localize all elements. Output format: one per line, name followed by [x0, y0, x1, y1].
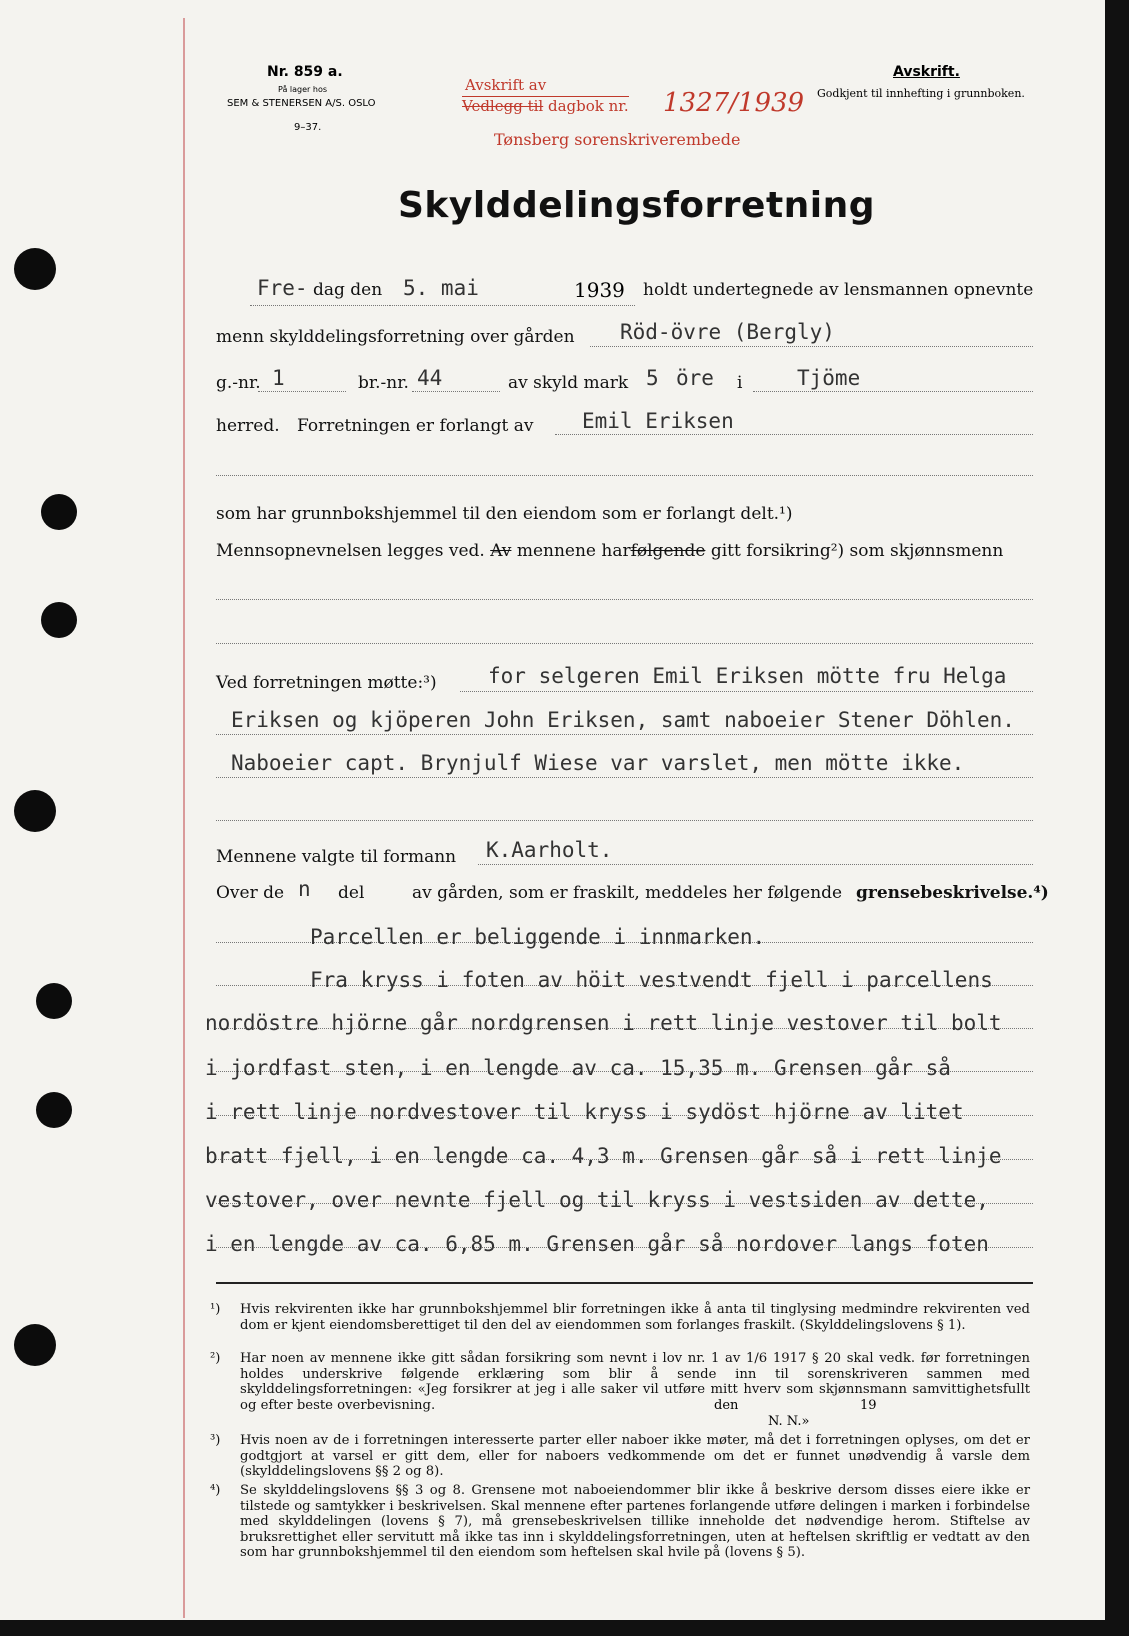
footnote-number: ¹) — [210, 1302, 221, 1317]
year-field: 1939 — [574, 278, 625, 302]
punch-hole — [14, 1324, 56, 1366]
footnote-number: ⁴) — [210, 1483, 221, 1498]
chair-label: Mennene valgte til formann — [216, 847, 457, 867]
boundary-intro: av gården, som er fraskilt, meddeles her følgende — [412, 883, 843, 903]
menn-line-struck-folgende: følgende — [630, 541, 706, 561]
municipality-field: Tjöme — [797, 366, 861, 390]
menn-line-a: Mennsopnevnelsen legges ved. — [216, 541, 485, 561]
farm-name-field: Röd-övre (Bergly) — [620, 320, 835, 344]
del-label: del — [338, 883, 365, 903]
punch-hole — [14, 248, 56, 290]
description-line: Fra kryss i foten av höit vestvendt fjell i parcellens — [310, 968, 993, 992]
footnote-number: ³) — [210, 1433, 221, 1448]
avskrift-note: Godkjent til innhefting i grunnboken. — [817, 87, 1025, 100]
attended-line3: Naboeier capt. Brynjulf Wiese var varslet, men mötte ikke. — [231, 751, 965, 775]
i-label: i — [737, 373, 743, 393]
footnote2-den: den — [714, 1398, 739, 1413]
herred-label: herred. — [216, 416, 280, 436]
menn-line — [216, 541, 1003, 561]
punch-hole — [36, 1092, 72, 1128]
print-date: 9–37. — [294, 122, 322, 133]
del-hand-field: n — [298, 877, 311, 901]
intro-tail: holdt undertegnede av lensmannen opnevnte — [643, 280, 1034, 300]
gnr-field: 1 — [272, 366, 285, 390]
skyld-label: av skyld mark — [508, 373, 629, 393]
punch-hole — [41, 494, 77, 530]
stamp-handwritten-number: 1327/1939 — [663, 88, 805, 118]
menn-line-b: mennene har — [516, 541, 631, 561]
bnr-field: 44 — [417, 366, 443, 390]
farm-label: menn skylddelingsforretning over gården — [216, 327, 575, 347]
publisher-line1: På lager hos — [278, 85, 327, 94]
attended-line2: Eriksen og kjöperen John Eriksen, samt naboeier Stener Döhlen. — [231, 708, 1015, 732]
menn-line-struck-av: Av — [490, 541, 512, 561]
description-line: i en lengde av ca. 6,85 m. Grensen går så nordover langs foten — [205, 1232, 989, 1256]
date-field: 5. mai — [403, 276, 479, 300]
punch-hole — [36, 983, 72, 1019]
punch-hole — [14, 790, 56, 832]
footnote-rule — [216, 1282, 1033, 1284]
description-line: i rett linje nordvestover til kryss i sydöst hjörne av litet — [205, 1100, 964, 1124]
footnote2-signature: N. N.» — [768, 1414, 810, 1429]
footnote-2 — [210, 1351, 1030, 1413]
skyld-mark-field: 5 — [646, 366, 659, 390]
chair-field: K.Aarholt. — [486, 838, 613, 862]
footnote2-year-prefix: 19 — [860, 1398, 877, 1413]
footnote-1 — [210, 1302, 1030, 1333]
gnr-label: g.-nr. — [216, 373, 261, 393]
hjemmel-line: som har grunnbokshjemmel til den eiendom som er forlangt delt.¹) — [216, 504, 793, 524]
form-number: Nr. 859 a. — [267, 64, 343, 80]
avskrift-title: Avskrift. — [893, 64, 960, 80]
dag-den-label: dag den — [313, 280, 383, 300]
punch-hole — [41, 602, 77, 638]
attended-line1: for selgeren Emil Eriksen mötte fru Helga — [488, 664, 1007, 688]
red-margin-line — [183, 18, 185, 1618]
description-line: i jordfast sten, i en lengde av ca. 15,35 m. Grensen går så — [205, 1056, 951, 1080]
publisher-line2: SEM & STENERSEN A/S. OSLO — [227, 98, 376, 109]
stamp-line3: Tønsberg sorenskriverembede — [494, 130, 741, 149]
boundary-bold: grensebeskrivelse.⁴) — [856, 883, 1049, 903]
stamp-line2 — [462, 96, 629, 115]
description-line: bratt fjell, i en lengde ca. 4,3 m. Grensen går så i rett linje — [205, 1144, 1002, 1168]
bnr-label: br.-nr. — [358, 373, 409, 393]
requested-by-field: Emil Eriksen — [582, 409, 734, 433]
footnote-3 — [210, 1433, 1030, 1480]
footnote-text: Hvis rekvirenten ikke har grunnbokshjemmel blir forretningen ikke å anta til tinglysing medmindre rekvirenten ved dom er kjent eiendomsberettiget til den del av eiendommen som forlanges fraskilt. (Skylddelingslovens § 1). — [240, 1302, 1030, 1333]
footnote-text: Se skylddelingslovens §§ 3 og 8. Grensene mot naboeiendommer blir ikke å beskrive dersom disses eiere ikke er tilstede og samtykker i beskrivelsen. Skal mennene efter partenes forlangende utføre delingen i marken i forbindelse med skylddelingen (lovens § 7), må grensebeskrivelsen tillike inneholde det nødvendige herom. Stiftelse av bruksrettighet eller servitutt må ikke tas inn i skylddelingsforretningen, uten at heftelsen skriftlig er vedtatt av den som har grunnbokshjemmel til den eiendom som heftelsen skal hvile på (lovens § 5). — [240, 1483, 1030, 1561]
stamp-line2-suffix: dagbok nr. — [548, 97, 629, 115]
stamp-line2-struck: Vedlegg til — [462, 97, 544, 115]
description-line: vestover, over nevnte fjell og til kryss i vestsiden av dette, — [205, 1188, 989, 1212]
footnote-text: Har noen av mennene ikke gitt sådan forsikring som nevnt i lov nr. 1 av 1/6 1917 § 20 skal vedk. før forretningen holdes underskrive følgende erklæring som blir å sende inn til sorenskriveren sammen med skylddelingsforretningen: «Jeg forsikrer at jeg i alle saker vil utføre mitt hverv som skjønnsmann samvittighetsfullt og efter beste overbevisning. — [240, 1351, 1030, 1413]
footnote-4 — [210, 1483, 1030, 1561]
weekday-field: Fre- — [257, 276, 308, 300]
footnote-number: ²) — [210, 1351, 221, 1366]
description-line: Parcellen er beliggende i innmarken. — [310, 925, 766, 949]
ore-field: öre — [676, 366, 714, 390]
menn-line-c: gitt forsikring²) som skjønnsmenn — [710, 541, 1004, 561]
footnote-text: Hvis noen av de i forretningen interesserte parter eller naboer ikke møter, må det i forretningen oplyses, om det er godtgjort at varsel er gitt dem, eller for naboers vedkommende om det er funnet unødvendig å varsle dem (skylddelingslovens §§ 2 og 8). — [240, 1433, 1030, 1480]
requested-label: Forretningen er forlangt av — [297, 416, 534, 436]
stamp-line1: Avskrift av — [465, 76, 547, 94]
description-line: nordöstre hjörne går nordgrensen i rett linje vestover til bolt — [205, 1011, 1002, 1035]
page-title: Skylddelingsforretning — [398, 185, 876, 226]
over-de-label: Over de — [216, 883, 285, 903]
attended-label: Ved forretningen møtte:³) — [216, 673, 437, 693]
